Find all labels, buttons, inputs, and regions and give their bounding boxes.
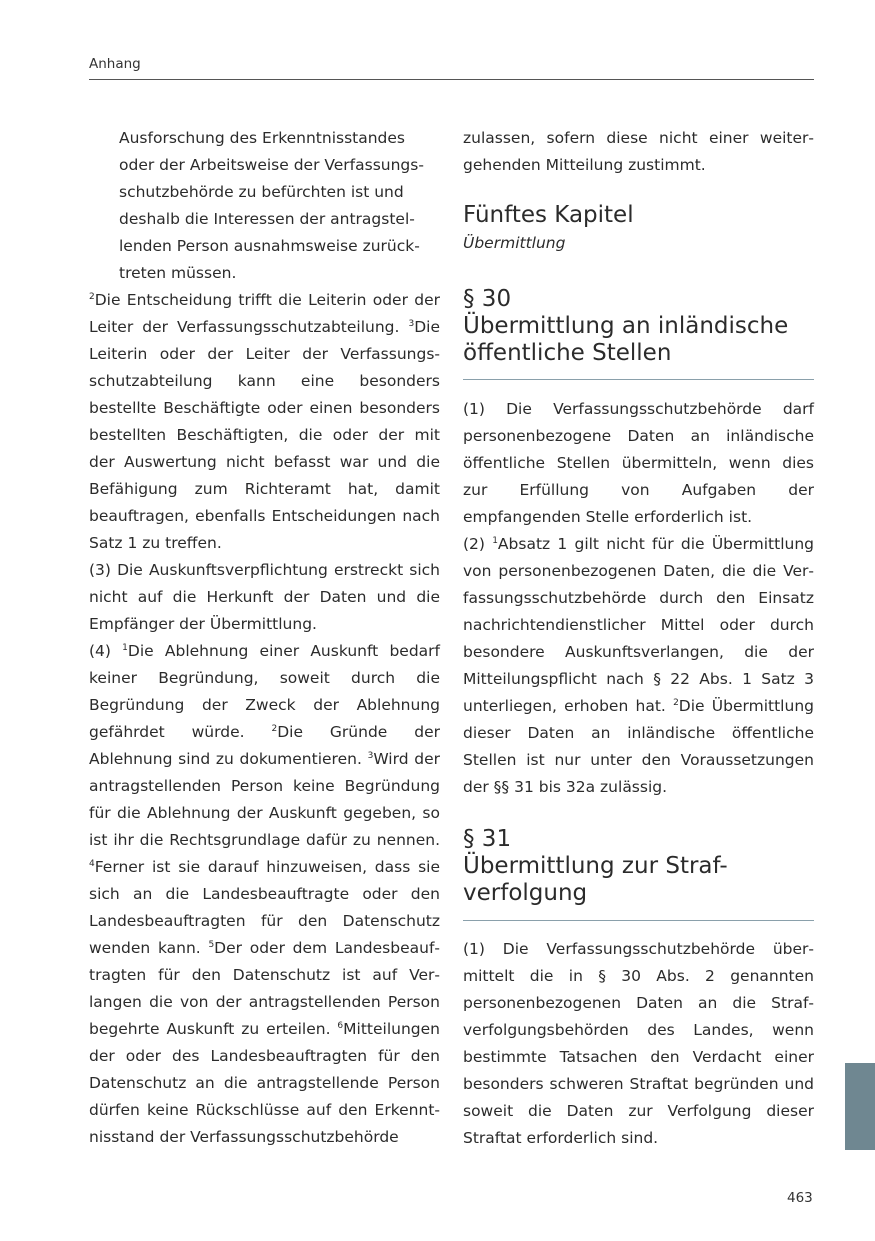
- sentence-number: 2: [673, 698, 679, 708]
- section-30-paragraph-1: (1) Die Verfassungsschutzbehörde darf personenbezogene Daten an inländische öffentliche Stellen übermitteln, wenn dies zur Erfüllung von Aufgaben der empfangenden Stelle erforderlich ist.: [463, 400, 814, 526]
- section-title-line: öffentliche Stellen: [463, 340, 672, 366]
- sentence-number: 1: [122, 643, 128, 653]
- sentence-number: 3: [408, 319, 415, 329]
- sentence-number: 6: [337, 1021, 344, 1031]
- sentence: Absatz 1 gilt nicht für die Übermittlung von personenbezogenen Daten, die die Verfassungsschutzbehörde durch den Einsatz nachrichtendienstlicher Mittel oder durch besondere Auskunftsverlangen, die der Mitteilungspflicht nach § 22 Abs. 1 Satz 3 unterliegen, erhoben hat.: [463, 535, 814, 715]
- sentence-number: 5: [208, 940, 215, 950]
- section-title-line: Übermittlung an inländische: [463, 313, 789, 339]
- indented-line: Ausforschung des Erkenntnisstandes: [119, 129, 406, 147]
- sentence: Mitteilungen der oder des Landesbeauftragten für den Datenschutz an die antragstellende Person dürfen keine Rückschlüsse auf den Erkenntnisstand der Verfassungsschutzbehörde: [89, 1020, 440, 1146]
- section-rule: [463, 920, 814, 921]
- section-title-line: verfolgung: [463, 880, 588, 906]
- section-30-body: [463, 396, 814, 801]
- indented-clause: [119, 125, 440, 287]
- sentence: Die Entscheidung trifft die Leiterin oder der Leiter der Verfassungsschutzabteilung.: [89, 291, 440, 336]
- indented-line: lenden Person ausnahmsweise zurück-: [119, 237, 420, 255]
- sentence-number: 2: [271, 724, 278, 734]
- section-31-body: [463, 936, 814, 1152]
- sentence-number: 4: [89, 859, 95, 869]
- page-number: 463: [787, 1190, 813, 1206]
- sentence-number: 3: [367, 751, 374, 761]
- section-30-paragraph-2: [463, 531, 814, 801]
- section-number: § 31: [463, 826, 512, 852]
- left-column: [89, 125, 440, 1151]
- sentence: Ferner ist sie darauf hinzuweisen, dass sie sich an die Landesbeauftragte oder den Landesbeauftragten für den Datenschutz wenden kann.: [89, 858, 440, 957]
- sentence: Die Ablehnung einer Auskunft bedarf keiner Begründung, soweit durch die Begründung der Zweck der Ablehnung gefährdet würde.: [89, 642, 440, 741]
- sentence-number: 2: [89, 292, 95, 302]
- sentence: Die Übermittlung dieser Daten an inländische öffentliche Stellen ist nur unter den Voraussetzungen der §§ 31 bis 32a zulässig.: [463, 697, 814, 796]
- paragraph-4: [89, 638, 440, 1151]
- sentence: Wird der antragstellenden Person keine Begründung für die Ablehnung der Auskunft gegeben, so ist ihr die Rechtsgrundlage dafür zu nennen.: [89, 750, 440, 849]
- section-30-heading: [463, 286, 814, 367]
- section-number: § 30: [463, 286, 512, 312]
- right-column: [463, 125, 814, 179]
- header-rule: [89, 79, 814, 80]
- chapter-subtitle: Übermittlung: [463, 234, 566, 252]
- indented-line: oder der Arbeitsweise der Verfassungs-: [119, 156, 424, 174]
- chapter-heading: [463, 200, 814, 256]
- chapter-title: Fünftes Kapitel: [463, 202, 634, 228]
- section-rule: [463, 379, 814, 380]
- continuation-text: zulassen, sofern diese nicht einer weitergehenden Mitteilung zustimmt.: [463, 129, 814, 174]
- paragraph-2-continuation: [89, 287, 440, 557]
- sentence: Der oder dem Landesbeauftragten für den Datenschutz ist auf Verlangen die von der antragstellenden Person begehrte Auskunft zu erteilen.: [89, 939, 440, 1038]
- running-title: Anhang: [89, 56, 141, 72]
- paragraph-lead: (2): [463, 535, 493, 553]
- indented-line: treten müssen.: [119, 264, 237, 282]
- section-31-paragraph-1: (1) Die Verfassungsschutzbehörde übermittelt die in § 30 Abs. 2 genannten personenbezogenen Daten an die Strafverfolgungsbehörden des Landes, wenn bestimmte Tatsachen den Verdacht einer besonders schweren Straftat begründen und soweit die Daten zur Verfolgung dieser Straftat erforderlich sind.: [463, 940, 814, 1147]
- section-title-line: Übermittlung zur Straf-: [463, 853, 728, 879]
- section-31-heading: [463, 826, 814, 907]
- chapter-thumb-tab: [845, 1063, 875, 1150]
- paragraph-lead: (4): [89, 642, 123, 660]
- sentence: Die Leiterin oder der Leiter der Verfassungsschutzabteilung kann eine besonders bestellte Beschäftigte oder einen besonders bestellten Beschäftigten, die oder der mit der Auswertung nicht befasst war und die Befähigung zum Richteramt hat, damit beauftragen, ebenfalls Entscheidungen nach Satz 1 zu treffen.: [89, 318, 440, 552]
- sentence: Die Gründe der Ablehnung sind zu dokumentieren.: [89, 723, 440, 768]
- sentence-number: 1: [492, 536, 498, 546]
- indented-line: schutzbehörde zu befürchten ist und: [119, 183, 404, 201]
- paragraph-3: (3) Die Auskunftsverpflichtung erstreckt sich nicht auf die Herkunft der Daten und die Empfänger der Übermittlung.: [89, 561, 440, 633]
- indented-line: deshalb die Interessen der antragstel-: [119, 210, 415, 228]
